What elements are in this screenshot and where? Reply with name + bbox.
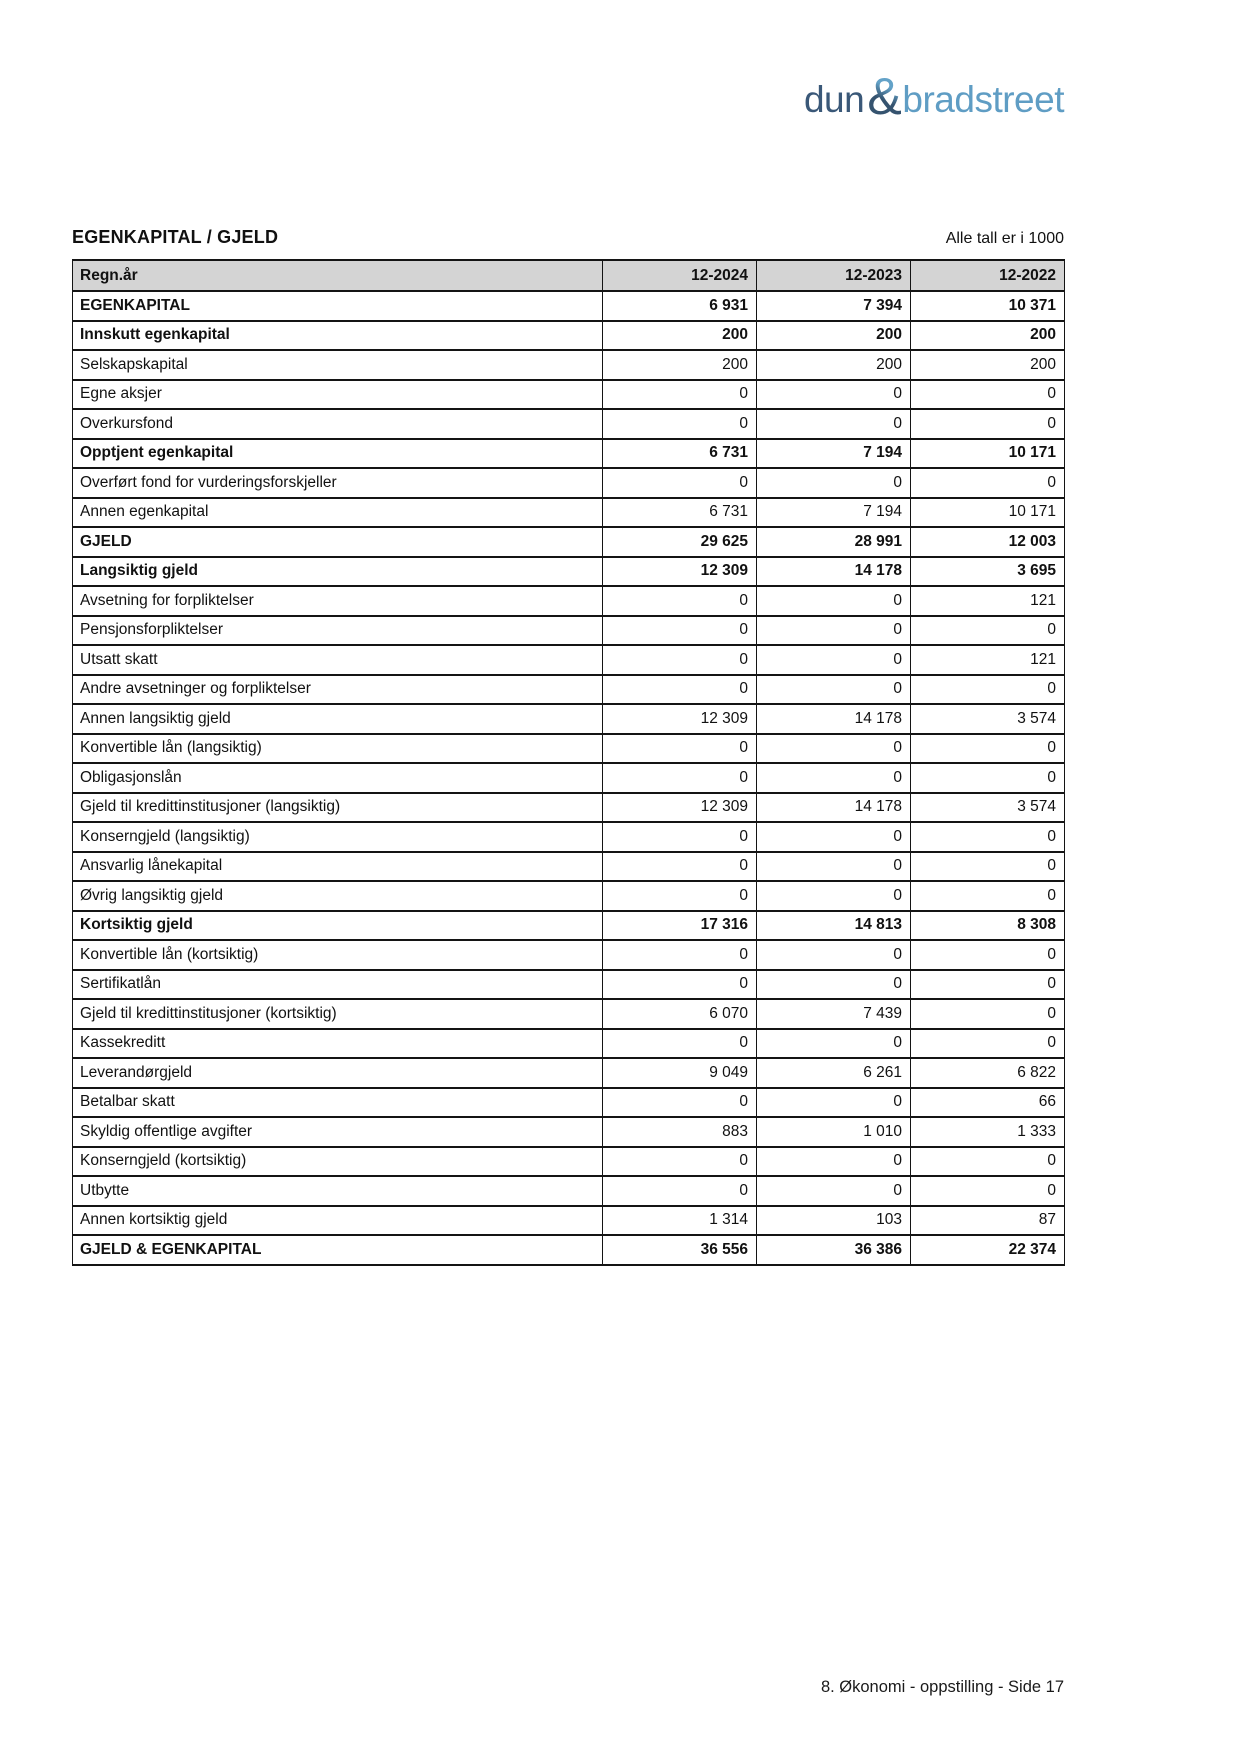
footer-page-label: 8. Økonomi - oppstilling - Side 17 <box>820 1678 1064 1696</box>
column-header-year-2022: 12-2022 <box>911 260 1065 291</box>
row-value: 0 <box>757 822 911 852</box>
table-row <box>73 498 1065 528</box>
row-label: Konserngjeld (kortsiktig) <box>73 1147 603 1177</box>
row-label: Konvertible lån (kortsiktig) <box>73 940 603 970</box>
row-value: 0 <box>757 1088 911 1118</box>
row-label: Kassekreditt <box>73 1029 603 1059</box>
row-value: 7 194 <box>757 439 911 469</box>
table-row <box>73 793 1065 823</box>
table-row <box>73 645 1065 675</box>
row-value: 0 <box>911 380 1065 410</box>
row-value: 0 <box>757 763 911 793</box>
row-value: 36 386 <box>757 1235 911 1265</box>
page-title: EGENKAPITAL / GJELD <box>72 227 279 247</box>
row-value: 0 <box>603 1029 757 1059</box>
row-value: 0 <box>911 1147 1065 1177</box>
row-value: 883 <box>603 1117 757 1147</box>
row-label: Annen egenkapital <box>73 498 603 528</box>
row-value: 14 178 <box>757 793 911 823</box>
row-value: 0 <box>757 645 911 675</box>
row-value: 0 <box>603 1088 757 1118</box>
table-row <box>73 1176 1065 1206</box>
row-label: Leverandørgjeld <box>73 1058 603 1088</box>
table-row <box>73 734 1065 764</box>
row-value: 0 <box>603 1147 757 1177</box>
row-value: 200 <box>603 321 757 351</box>
row-value: 36 556 <box>603 1235 757 1265</box>
row-label: Kortsiktig gjeld <box>73 911 603 941</box>
row-value: 0 <box>603 586 757 616</box>
row-label: Opptjent egenkapital <box>73 439 603 469</box>
row-value: 121 <box>911 645 1065 675</box>
row-value: 0 <box>603 970 757 1000</box>
row-value: 0 <box>757 852 911 882</box>
table-row <box>73 380 1065 410</box>
table-row <box>73 704 1065 734</box>
row-value: 12 309 <box>603 557 757 587</box>
row-value: 7 194 <box>757 498 911 528</box>
row-label: Overkursfond <box>73 409 603 439</box>
table-row <box>73 527 1065 557</box>
row-value: 0 <box>603 852 757 882</box>
row-value: 0 <box>757 881 911 911</box>
row-value: 0 <box>603 380 757 410</box>
table-body <box>73 291 1065 1265</box>
row-value: 0 <box>757 409 911 439</box>
table-row <box>73 586 1065 616</box>
row-value: 22 374 <box>911 1235 1065 1265</box>
row-label: Skyldig offentlige avgifter <box>73 1117 603 1147</box>
row-label: Obligasjonslån <box>73 763 603 793</box>
row-label: Øvrig langsiktig gjeld <box>73 881 603 911</box>
row-value: 0 <box>757 1029 911 1059</box>
row-value: 200 <box>757 350 911 380</box>
row-value: 6 931 <box>603 291 757 321</box>
row-value: 29 625 <box>603 527 757 557</box>
dun-and-bradstreet-logo <box>803 66 1064 126</box>
row-value: 0 <box>757 586 911 616</box>
row-value: 1 333 <box>911 1117 1065 1147</box>
row-value: 0 <box>757 940 911 970</box>
row-value: 0 <box>911 970 1065 1000</box>
table-row <box>73 1029 1065 1059</box>
row-label: Ansvarlig lånekapital <box>73 852 603 882</box>
table-row <box>73 822 1065 852</box>
row-value: 0 <box>603 763 757 793</box>
row-value: 0 <box>757 380 911 410</box>
table-row <box>73 881 1065 911</box>
row-value: 6 261 <box>757 1058 911 1088</box>
row-value: 0 <box>911 468 1065 498</box>
row-value: 0 <box>911 616 1065 646</box>
row-value: 66 <box>911 1088 1065 1118</box>
row-value: 14 178 <box>757 557 911 587</box>
row-value: 0 <box>757 1176 911 1206</box>
row-label: Egne aksjer <box>73 380 603 410</box>
row-label: Gjeld til kredittinstitusjoner (langsiktig) <box>73 793 603 823</box>
table-row <box>73 970 1065 1000</box>
row-value: 6 731 <box>603 498 757 528</box>
row-value: 0 <box>757 675 911 705</box>
table-row <box>73 1235 1065 1265</box>
table-row <box>73 1147 1065 1177</box>
row-label: GJELD & EGENKAPITAL <box>73 1235 603 1265</box>
row-label: Konserngjeld (langsiktig) <box>73 822 603 852</box>
row-label: Gjeld til kredittinstitusjoner (kortsiktig) <box>73 999 603 1029</box>
row-value: 0 <box>603 616 757 646</box>
row-value: 0 <box>603 468 757 498</box>
logo-word-bradstreet: bradstreet <box>902 79 1064 120</box>
table-row <box>73 1206 1065 1236</box>
document-header <box>72 227 1064 248</box>
table-row <box>73 321 1065 351</box>
table-row <box>73 409 1065 439</box>
row-value: 6 070 <box>603 999 757 1029</box>
table-row <box>73 439 1065 469</box>
row-value: 3 574 <box>911 704 1065 734</box>
row-label: Selskapskapital <box>73 350 603 380</box>
row-value: 10 171 <box>911 498 1065 528</box>
row-label: Sertifikatlån <box>73 970 603 1000</box>
row-value: 200 <box>911 321 1065 351</box>
row-label: Langsiktig gjeld <box>73 557 603 587</box>
row-value: 103 <box>757 1206 911 1236</box>
row-value: 7 439 <box>757 999 911 1029</box>
row-value: 0 <box>757 970 911 1000</box>
row-value: 121 <box>911 586 1065 616</box>
table-row <box>73 763 1065 793</box>
row-value: 12 003 <box>911 527 1065 557</box>
row-value: 0 <box>911 409 1065 439</box>
row-label: Konvertible lån (langsiktig) <box>73 734 603 764</box>
row-value: 9 049 <box>603 1058 757 1088</box>
row-value: 87 <box>911 1206 1065 1236</box>
row-value: 1 010 <box>757 1117 911 1147</box>
column-header-regnar: Regn.år <box>73 260 603 291</box>
row-value: 12 309 <box>603 793 757 823</box>
row-value: 10 171 <box>911 439 1065 469</box>
row-value: 0 <box>911 734 1065 764</box>
row-value: 0 <box>603 881 757 911</box>
row-value: 14 813 <box>757 911 911 941</box>
row-value: 3 574 <box>911 793 1065 823</box>
units-note: Alle tall er i 1000 <box>945 230 1064 247</box>
table-row <box>73 350 1065 380</box>
row-label: Utbytte <box>73 1176 603 1206</box>
row-label: GJELD <box>73 527 603 557</box>
row-label: Annen langsiktig gjeld <box>73 704 603 734</box>
table-row <box>73 557 1065 587</box>
row-value: 28 991 <box>757 527 911 557</box>
table-row <box>73 1117 1065 1147</box>
row-value: 0 <box>603 940 757 970</box>
row-label: Avsetning for forpliktelser <box>73 586 603 616</box>
table-row <box>73 852 1065 882</box>
row-label: Pensjonsforpliktelser <box>73 616 603 646</box>
logo-ampersand-icon: & <box>867 68 902 126</box>
row-label: Overført fond for vurderingsforskjeller <box>73 468 603 498</box>
row-label: EGENKAPITAL <box>73 291 603 321</box>
logo-word-dun: dun <box>803 79 865 120</box>
table-row <box>73 911 1065 941</box>
row-value: 14 178 <box>757 704 911 734</box>
row-value: 0 <box>911 763 1065 793</box>
row-value: 0 <box>757 1147 911 1177</box>
table-row <box>73 616 1065 646</box>
row-value: 200 <box>757 321 911 351</box>
row-value: 0 <box>757 616 911 646</box>
table-row <box>73 291 1065 321</box>
row-value: 8 308 <box>911 911 1065 941</box>
balance-sheet-table <box>72 259 1065 1266</box>
row-value: 0 <box>911 1029 1065 1059</box>
row-value: 0 <box>757 734 911 764</box>
row-value: 200 <box>911 350 1065 380</box>
row-value: 0 <box>757 468 911 498</box>
row-value: 0 <box>603 675 757 705</box>
column-header-year-2023: 12-2023 <box>757 260 911 291</box>
table-row <box>73 468 1065 498</box>
row-value: 17 316 <box>603 911 757 941</box>
row-value: 0 <box>911 1176 1065 1206</box>
table-row <box>73 1088 1065 1118</box>
row-label: Utsatt skatt <box>73 645 603 675</box>
row-label: Andre avsetninger og forpliktelser <box>73 675 603 705</box>
row-value: 0 <box>911 852 1065 882</box>
table-row <box>73 940 1065 970</box>
row-value: 0 <box>911 881 1065 911</box>
row-value: 10 371 <box>911 291 1065 321</box>
table-row <box>73 675 1065 705</box>
table-row <box>73 1058 1065 1088</box>
row-value: 0 <box>603 409 757 439</box>
row-label: Betalbar skatt <box>73 1088 603 1118</box>
row-value: 200 <box>603 350 757 380</box>
row-value: 0 <box>603 1176 757 1206</box>
row-value: 12 309 <box>603 704 757 734</box>
row-value: 7 394 <box>757 291 911 321</box>
table-header-row <box>73 260 1065 291</box>
row-value: 6 731 <box>603 439 757 469</box>
row-value: 3 695 <box>911 557 1065 587</box>
row-value: 0 <box>911 822 1065 852</box>
row-value: 0 <box>911 675 1065 705</box>
row-value: 6 822 <box>911 1058 1065 1088</box>
row-value: 0 <box>911 999 1065 1029</box>
row-value: 1 314 <box>603 1206 757 1236</box>
row-value: 0 <box>603 645 757 675</box>
row-value: 0 <box>911 940 1065 970</box>
row-label: Annen kortsiktig gjeld <box>73 1206 603 1236</box>
row-value: 0 <box>603 822 757 852</box>
row-label: Innskutt egenkapital <box>73 321 603 351</box>
table-row <box>73 999 1065 1029</box>
row-value: 0 <box>603 734 757 764</box>
column-header-year-2024: 12-2024 <box>603 260 757 291</box>
